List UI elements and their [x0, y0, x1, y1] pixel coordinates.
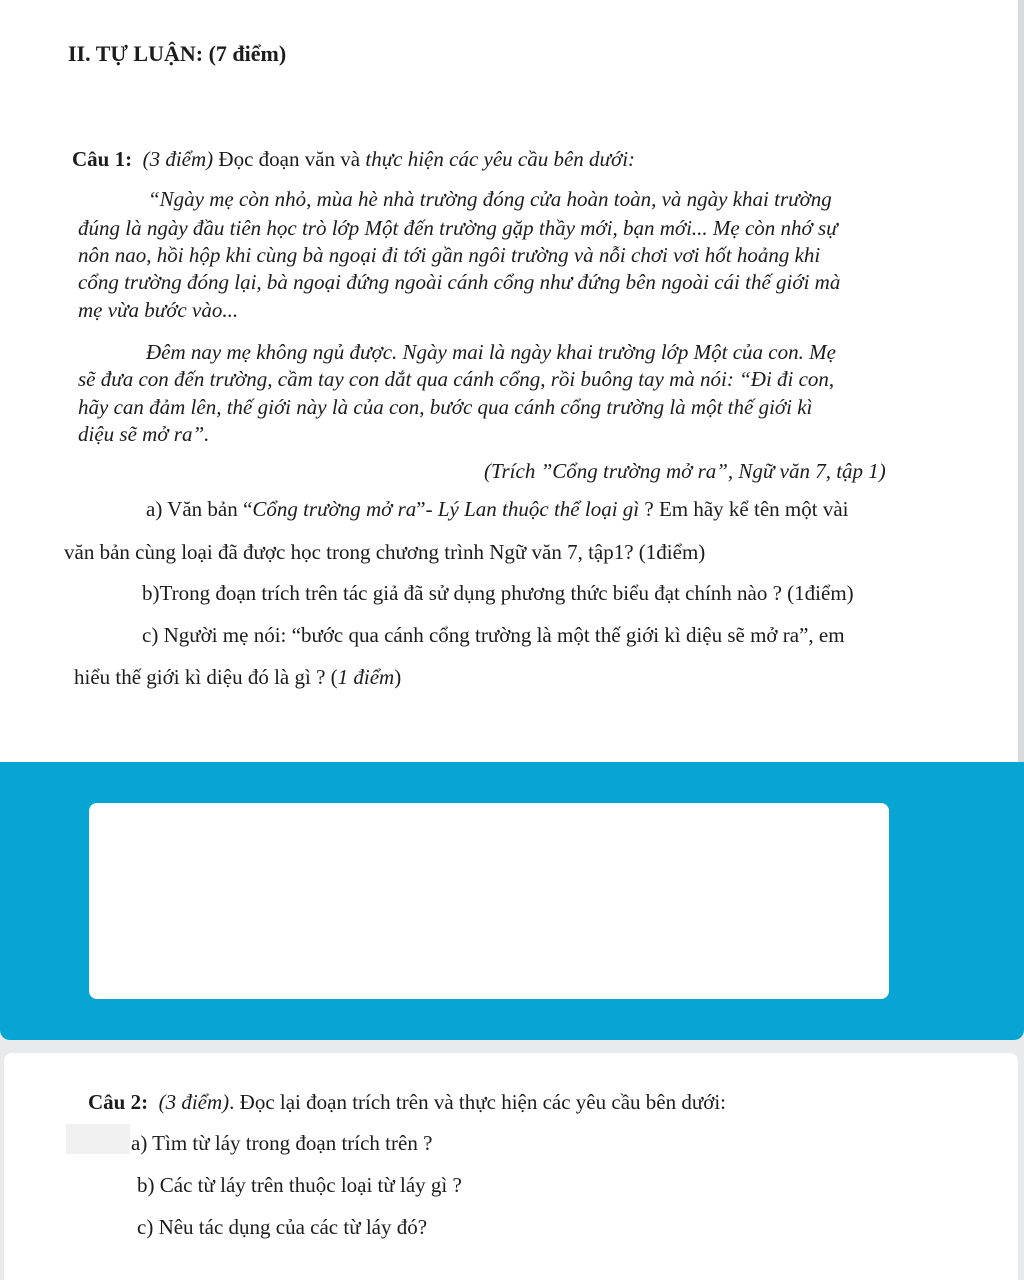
q1-part-b: b)Trong đoạn trích trên tác giả đã sử dụng phương thức biểu đạt chính nào ? (1điểm): [142, 581, 854, 605]
q1-part-a-line2: văn bản cùng loại đã được học trong chương trình Ngữ văn 7, tập1? (1điểm): [64, 540, 706, 564]
passage-line: nôn nao, hồi hộp khi cùng bà ngoại đi tới gần ngôi trường và nỗi chơi vơi hốt hoảng khi: [78, 243, 821, 267]
q1-part-a-line1: a) Văn bản “Cổng trường mở ra”- Lý Lan thuộc thể loại gì ? Em hãy kể tên một vài: [146, 497, 849, 521]
q1-points: (3 điểm): [142, 147, 214, 171]
passage-line: “Ngày mẹ còn nhỏ, mùa hè nhà trường đóng cửa hoàn toàn, và ngày khai trường: [148, 187, 832, 211]
passage-line: cổng trường đóng lại, bà ngoại đứng ngoài cánh cổng như đứng bên ngoài cái thế giới mà: [78, 270, 841, 294]
passage-line: mẹ vừa bước vào...: [78, 298, 239, 322]
citation: (Trích ”Cổng trường mở ra”, Ngữ văn 7, tập 1): [484, 459, 886, 483]
q2-heading: [88, 1089, 726, 1115]
q2-points: (3 điểm): [158, 1090, 230, 1114]
q1-label: Câu 1:: [72, 147, 133, 171]
q2-instruction: . Đọc lại đoạn trích trên và thực hiện các yêu cầu bên dưới:: [229, 1090, 726, 1114]
q2-item-b: b) Các từ láy trên thuộc loại từ láy gì ?: [137, 1173, 462, 1197]
q2-item-a: a) Tìm từ láy trong đoạn trích trên ?: [131, 1131, 433, 1155]
q1-part-c-line2: hiểu thế giới kì diệu đó là gì ? (1 điểm): [74, 665, 402, 689]
passage-line: Đêm nay mẹ không ngủ được. Ngày mai là ngày khai trường lớp Một của con. Mẹ: [146, 340, 836, 364]
document-page-bottom: [4, 1053, 1018, 1280]
redacted-area: [66, 1124, 130, 1154]
passage-line: diệu sẽ mở ra”.: [78, 422, 210, 446]
q1-part-c-line1: c) Người mẹ nói: “bước qua cánh cổng trường là một thế giới kì diệu sẽ mở ra”, em: [142, 623, 845, 647]
blank-answer-box: [89, 803, 889, 999]
q2-label: Câu 2:: [88, 1090, 149, 1114]
passage-line: hãy can đảm lên, thế giới này là của con, bước qua cánh cổng trường là một thế giới kì: [78, 395, 813, 419]
q1-heading: [72, 146, 635, 172]
section-title: II. TỰ LUẬN: (7 điểm): [68, 41, 287, 66]
passage-line: sẽ đưa con đến trường, cầm tay con dắt qua cánh cổng, rồi buông tay mà nói: “Đi đi con,: [78, 367, 835, 391]
q1-instruction-plain: Đọc đoạn văn và: [218, 147, 361, 171]
q1-instruction-italic: thực hiện các yêu cầu bên dưới:: [365, 147, 636, 171]
passage-line: đúng là ngày đầu tiên học trò lớp Một đến trường gặp thầy mới, bạn mới... Mẹ còn nhớ sự: [78, 216, 838, 240]
q2-item-c: c) Nêu tác dụng của các từ láy đó?: [137, 1215, 428, 1239]
